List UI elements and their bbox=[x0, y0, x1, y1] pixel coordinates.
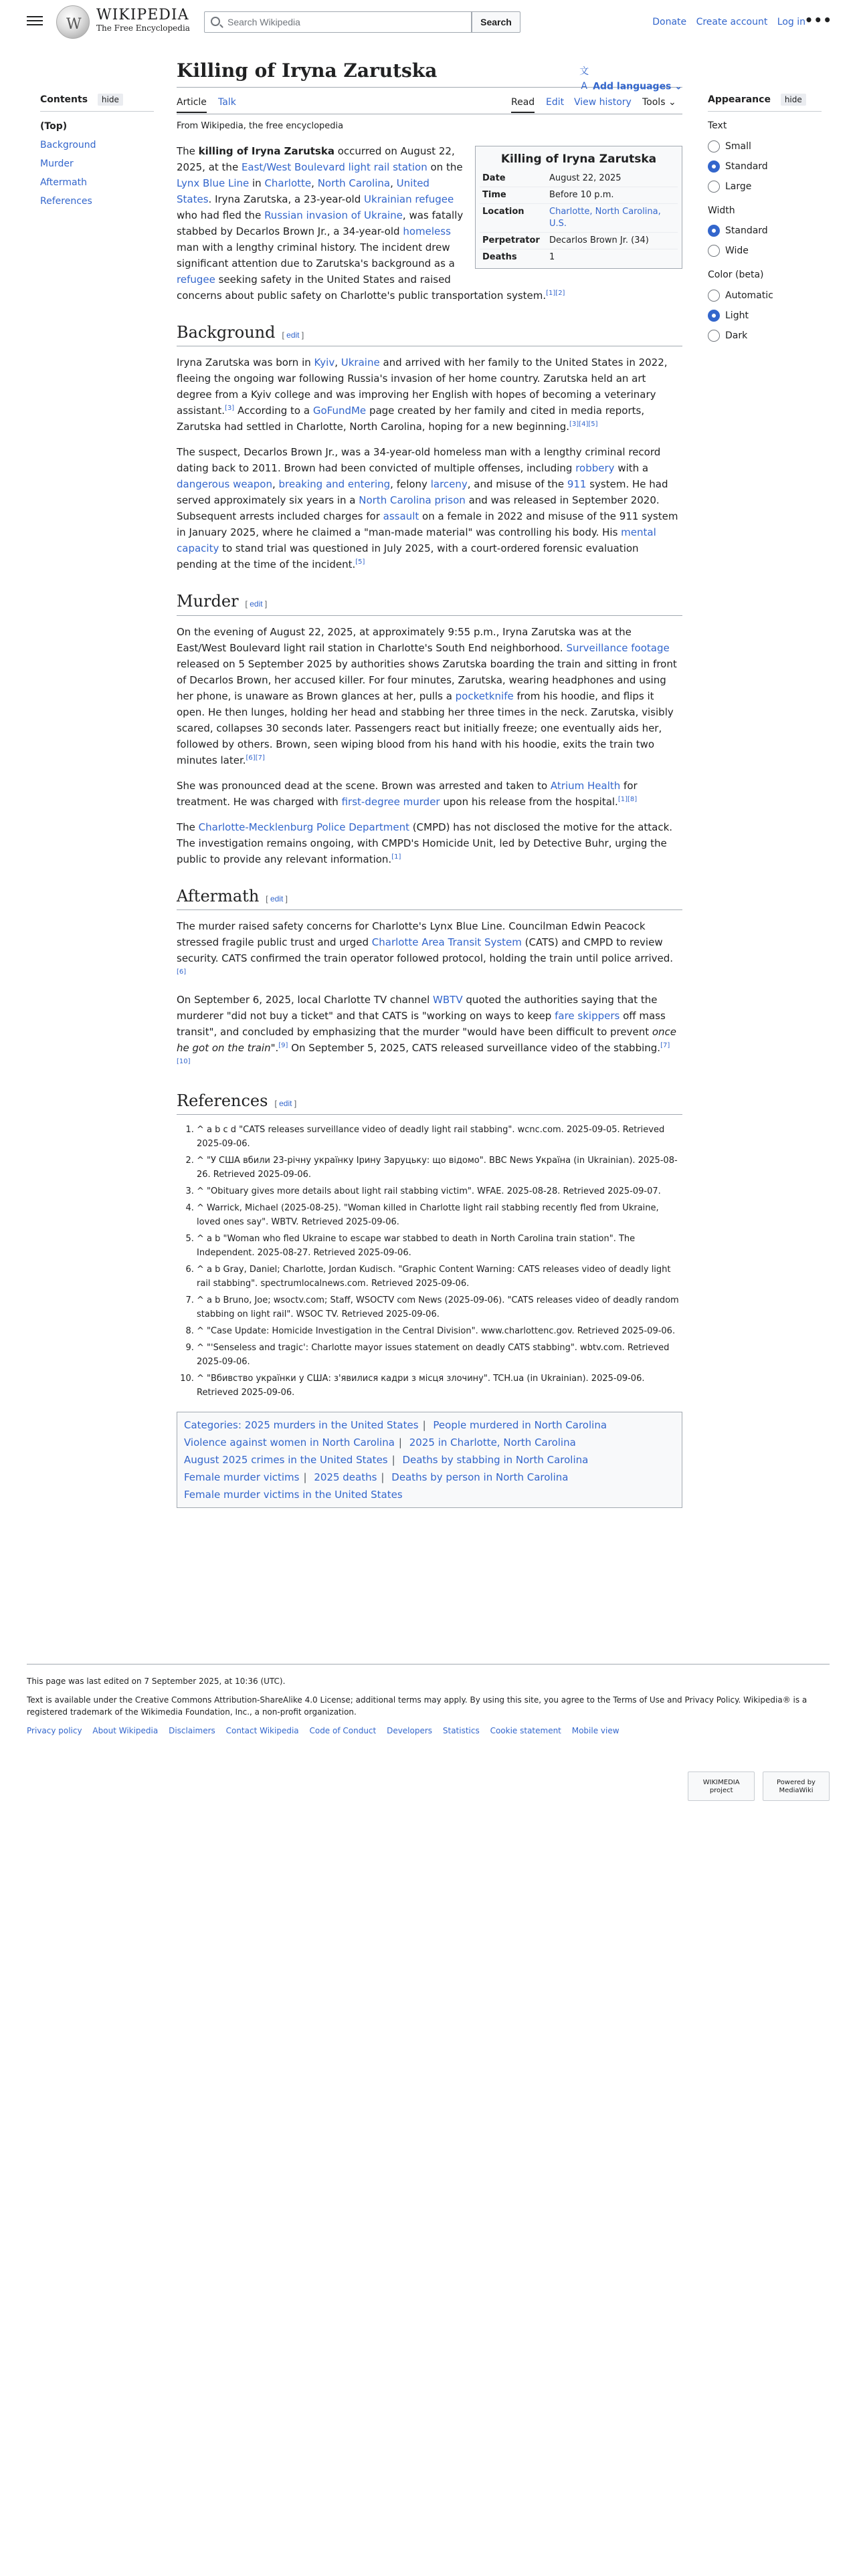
mediawiki-badge[interactable]: Powered by MediaWiki bbox=[763, 1772, 830, 1801]
footer-link-statistics[interactable]: Statistics bbox=[442, 1726, 480, 1735]
article-link[interactable]: East/West Boulevard light rail station bbox=[241, 161, 427, 174]
reference-item[interactable]: 9. ^ "'Senseless and tragic': Charlotte mayor issues statement on deadly CATS stabbing". wbtv.com. Retrieved 2025-09-06. bbox=[197, 1341, 682, 1369]
infobox-row bbox=[480, 171, 678, 187]
article-link[interactable]: Surveillance footage bbox=[566, 641, 670, 654]
footer-links bbox=[27, 1725, 830, 1737]
article-link[interactable]: refugee bbox=[177, 274, 215, 286]
category-link[interactable]: People murdered in North Carolina bbox=[433, 1418, 607, 1431]
categories-box: Categories: 2025 murders in the United States | People murdered in North Carolina Violence against women in North Carolina | 2025 in Charlotte, North Carolina August 2025 crimes in the United States | Deaths by stabbing in North Carolina Female murder victims | 2025 deaths | Deaths by person in North Carolina Female murder victims in the United States bbox=[177, 1412, 682, 1508]
category-link[interactable]: 2025 deaths bbox=[314, 1471, 377, 1483]
radio-label: Automatic bbox=[725, 290, 773, 301]
background-paragraph: The suspect, Decarlos Brown Jr., was a 34-year-old homeless man with a lengthy criminal record dating back to 2011. Brown had been convicted of multiple offenses, including robbery with a dangerous weapon, breaking and entering, felony larceny, and misuse of the 911 system. He had served approximately six years in a North Carolina prison and was released in September 2020. Subsequent arrests included charges for assault on a female in 2022 and misuse of the 911 system in January 2025, where he claimed a "man-made material" was controlling his body. His mental capacity to stand trial was questioned in July 2025, with a court-ordered forensic evaluation pending at the time of the incident.[5] bbox=[177, 446, 678, 571]
section-heading-murder bbox=[177, 591, 682, 615]
radio-selected-icon bbox=[708, 160, 720, 173]
more-options-icon[interactable]: ••• bbox=[804, 12, 832, 28]
infobox-value: August 22, 2025 bbox=[549, 173, 622, 184]
radio-label: Light bbox=[725, 310, 749, 321]
article-link[interactable]: first-degree murder bbox=[341, 795, 440, 808]
infobox-table bbox=[480, 171, 678, 265]
infobox-label: Date bbox=[482, 173, 506, 184]
section-title: Aftermath bbox=[177, 886, 260, 905]
section-title: References bbox=[177, 1091, 268, 1110]
radio-label: Standard bbox=[725, 160, 768, 172]
article-link[interactable]: larceny bbox=[430, 478, 468, 491]
infobox-label: Perpetrator bbox=[480, 233, 547, 249]
toc-item-top[interactable]: (Top) bbox=[40, 121, 68, 132]
reference-item[interactable]: 1. ^ a b c d "CATS releases surveillance video of deadly light rail stabbing". wcnc.com. 2025-09-05. Retrieved 2025-09-06. bbox=[197, 1123, 682, 1151]
radio-icon bbox=[708, 290, 720, 302]
footer-link-about[interactable]: About Wikipedia bbox=[92, 1726, 159, 1735]
article-link[interactable]: mental capacity bbox=[177, 526, 656, 555]
footer-link-cookie[interactable]: Cookie statement bbox=[490, 1726, 561, 1735]
category-link[interactable]: 2025 in Charlotte, North Carolina bbox=[409, 1436, 576, 1448]
footer-link-privacy[interactable]: Privacy policy bbox=[27, 1726, 82, 1735]
edit-section: [ edit ] bbox=[266, 893, 288, 903]
radio-icon bbox=[708, 330, 720, 342]
article-link[interactable]: North Carolina bbox=[317, 177, 391, 190]
infobox-row bbox=[480, 249, 678, 266]
add-languages-label: Add languages bbox=[593, 81, 672, 92]
infobox-location-link[interactable]: Charlotte, North Carolina, U.S. bbox=[547, 204, 678, 233]
article-link[interactable]: assault bbox=[383, 510, 419, 523]
section-heading-aftermath bbox=[177, 886, 682, 910]
article-link[interactable]: Charlotte-Mecklenburg Police Department bbox=[198, 821, 410, 833]
search-box bbox=[204, 11, 472, 33]
edit-section-link[interactable]: edit bbox=[286, 330, 300, 340]
radio-icon bbox=[708, 140, 720, 152]
infobox-label: Location bbox=[480, 204, 547, 233]
footer-link-contact[interactable]: Contact Wikipedia bbox=[225, 1726, 299, 1735]
edit-section: [ edit ] bbox=[282, 330, 304, 340]
text-size-small-radio[interactable] bbox=[708, 136, 822, 156]
radio-icon bbox=[708, 181, 720, 193]
appearance-panel bbox=[708, 92, 822, 346]
appearance-title: Appearance bbox=[708, 94, 771, 105]
article-link[interactable]: breaking and entering bbox=[278, 478, 391, 491]
chevron-down-icon: ⌄ bbox=[668, 97, 676, 108]
tab-article[interactable]: Article bbox=[177, 96, 207, 113]
infobox-value: Decarlos Brown Jr. (34) bbox=[547, 233, 678, 249]
category-link[interactable]: Female murder victims bbox=[184, 1471, 300, 1483]
citation-link[interactable]: [9] bbox=[278, 1041, 288, 1049]
citation-link[interactable]: [3] bbox=[225, 405, 235, 413]
citation-link[interactable]: [1] bbox=[546, 290, 556, 298]
citation-link[interactable]: [1] bbox=[391, 853, 401, 861]
wikipedia-globe-logo[interactable] bbox=[56, 5, 90, 39]
toc-header bbox=[40, 92, 154, 112]
width-standard-radio[interactable] bbox=[708, 221, 822, 241]
color-dark-radio[interactable] bbox=[708, 326, 822, 346]
width-wide-radio[interactable] bbox=[708, 241, 822, 261]
citation-link[interactable]: [6] bbox=[177, 968, 187, 976]
citation-link[interactable]: [5] bbox=[355, 558, 365, 566]
category-link[interactable]: Female murder victims in the United States bbox=[184, 1488, 403, 1501]
article-content bbox=[177, 59, 682, 1508]
tab-view-history[interactable]: View history bbox=[574, 97, 632, 108]
citation-link[interactable]: [2] bbox=[555, 290, 565, 298]
citation-link[interactable]: [1] bbox=[617, 795, 628, 803]
radio-label: Large bbox=[725, 181, 752, 192]
citation-link[interactable]: [6] bbox=[246, 754, 256, 762]
edit-section: [ edit ] bbox=[274, 1098, 297, 1108]
page-footer bbox=[27, 1664, 830, 1794]
infobox-label: Time bbox=[480, 187, 547, 204]
article-link[interactable]: Ukrainian refugee bbox=[364, 193, 454, 206]
edit-section: [ edit ] bbox=[245, 599, 268, 609]
aftermath-paragraph: The murder raised safety concerns for Charlotte's Lynx Blue Line. Councilman Edwin Peacock stressed fragile public trust and urged Charlotte Area Transit System (CATS) and CMPD to review security. CATS confirmed the train operator followed protocol, holding the train until police arrived.[6] bbox=[177, 920, 674, 976]
infobox-value: 1 bbox=[547, 249, 678, 266]
language-icon: 文A bbox=[579, 66, 589, 92]
reference-item[interactable]: 8. ^ "Case Update: Homicide Investigation in the Central Division". www.charlottenc.gov. Retrieved 2025-09-06. bbox=[197, 1324, 682, 1338]
reference-item[interactable]: 5. ^ a b "Woman who fled Ukraine to escape war stabbed to death in North Carolina train station". The Independent. 2025-08-27. Retrieved 2025-09-06. bbox=[197, 1232, 682, 1260]
wikipedia-tagline: The Free Encyclopedia bbox=[96, 23, 190, 33]
color-label: Color (beta) bbox=[708, 270, 764, 281]
article-link[interactable]: Atrium Health bbox=[550, 779, 621, 792]
citation-link[interactable]: [3] bbox=[569, 421, 579, 429]
category-link[interactable]: August 2025 crimes in the United States bbox=[184, 1453, 388, 1466]
footer-link-disclaimers[interactable]: Disclaimers bbox=[169, 1726, 215, 1735]
aftermath-paragraph: On September 6, 2025, local Charlotte TV channel WBTV quoted the authorities saying that the murderer "did not buy a ticket" and that CATS is "working on ways to keep fare skippers off mass transit", and concluded by emphasizing that the murder "would have been difficult to prevent once he got on the train".[9] On September 5, 2025, CATS released surveillance video of the stabbing.[7][10] bbox=[177, 993, 677, 1065]
search-input[interactable] bbox=[205, 12, 471, 32]
reference-item[interactable]: 6. ^ a b Gray, Daniel; Charlotte, Jordan Kudisch. "Graphic Content Warning: CATS releases video of deadly light rail stabbing". spectrumlocalnews.com. Retrieved 2025-09-06. bbox=[197, 1263, 682, 1291]
site-header bbox=[0, 0, 859, 44]
category-link[interactable]: Violence against women in North Carolina bbox=[184, 1436, 395, 1448]
footer-link-mobile[interactable]: Mobile view bbox=[571, 1726, 619, 1735]
article-link[interactable]: United States bbox=[177, 177, 430, 206]
search-button[interactable]: Search bbox=[472, 11, 520, 33]
citation-link[interactable]: [7] bbox=[255, 754, 265, 762]
license-text: Text is available under the Creative Commons Attribution-ShareAlike 4.0 License; additional terms may apply. By using this site, you agree to the Terms of Use and Privacy Policy. Wikipedia® is a registered trademark of the Wikimedia Foundation, Inc., a non-profit organization. bbox=[27, 1695, 807, 1717]
color-automatic-radio[interactable] bbox=[708, 286, 822, 306]
reference-item[interactable]: 10. ^ "Вбивство українки у США: з'явилися кадри з місця злочину". TCH.ua (in Ukrainian). 2025-09-06. Retrieved 2025-09-06. bbox=[197, 1372, 682, 1400]
section-title: Murder bbox=[177, 592, 239, 611]
infobox-row bbox=[480, 204, 678, 233]
chevron-down-icon: ⌄ bbox=[674, 81, 682, 92]
main-menu-icon[interactable] bbox=[27, 13, 43, 29]
article-link[interactable]: Charlotte bbox=[264, 177, 312, 190]
article-link[interactable]: 911 bbox=[567, 478, 587, 491]
tools-label: Tools bbox=[642, 97, 666, 108]
radio-selected-icon bbox=[708, 310, 720, 322]
appearance-hide-button[interactable]: hide bbox=[781, 94, 806, 106]
murder-paragraph: On the evening of August 22, 2025, at approximately 9:55 p.m., Iryna Zarutska was at the East/West Boulevard light rail station in Charlotte's South End neighborhood. Surveillance footage released on 5 September 2025 by authorities shows Zarutska boarding the train and sitting in front of Decarlos Brown, her accused killer. For four minutes, Zarutska, wearing headphones and using her phone, is unaware as Brown glances at her, pulls a pocketknife from his hoodie, and flips it open. He then lunges, holding her head and stabbing her three times in the neck. Zarutska, visibly scared, collapses 30 seconds later. Passengers react but initially freeze; one eventually aids her, followed by others. Brown, seen wiping blood from his hand with his hoodie, exits the train two minutes later.[6][7] bbox=[177, 625, 677, 766]
article-link[interactable]: Russian invasion of Ukraine bbox=[264, 209, 403, 222]
site-sub: From Wikipedia, the free encyclopedia bbox=[177, 121, 344, 132]
category-link[interactable]: Deaths by stabbing in North Carolina bbox=[402, 1453, 589, 1466]
radio-selected-icon bbox=[708, 225, 720, 237]
radio-label: Small bbox=[725, 140, 751, 152]
article-link[interactable]: Kyiv bbox=[314, 356, 335, 369]
murder-paragraph: She was pronounced dead at the scene. Brown was arrested and taken to Atrium Health for treatment. He was charged with first-degree murder upon his release from the hospital.[1][8] bbox=[177, 779, 638, 808]
reference-item[interactable]: 7. ^ a b Bruno, Joe; wsoctv.com; Staff, WSOCTV com News (2025-09-06). "CATS releases video of deadly random stabbing on light rail". WSOC TV. Retrieved 2025-09-06. bbox=[197, 1293, 682, 1321]
section-heading-references bbox=[177, 1091, 682, 1115]
text-size-label: Text bbox=[708, 120, 727, 132]
radio-label: Wide bbox=[725, 245, 749, 257]
toc-item-background[interactable]: Background bbox=[40, 140, 96, 151]
toc-title: Contents bbox=[40, 94, 88, 105]
radio-icon bbox=[708, 245, 720, 257]
infobox-title: Killing of Iryna Zarutska bbox=[500, 152, 657, 167]
color-light-radio[interactable] bbox=[708, 306, 822, 326]
footer-link-developers[interactable]: Developers bbox=[387, 1726, 433, 1735]
tools-menu[interactable] bbox=[642, 96, 676, 109]
infobox-row bbox=[480, 187, 678, 204]
citation-link[interactable]: [8] bbox=[628, 795, 638, 803]
page-tabs bbox=[177, 88, 682, 114]
reference-item[interactable]: 2. ^ "У США вбили 23-річну українку Ірину Заруцьку: що відомо". BBC News Україна (in Ukrainian). 2025-08-26. Retrieved 2025-09-06. bbox=[197, 1154, 682, 1182]
edit-section-link[interactable]: edit bbox=[270, 893, 284, 903]
last-edited: This page was last edited on 7 September 2025, at 10:36 (UTC). bbox=[27, 1677, 286, 1686]
citation-link[interactable]: [4] bbox=[579, 421, 589, 429]
article-link[interactable]: robbery bbox=[575, 462, 615, 475]
lead-paragraph: The killing of Iryna Zarutska occurred on August 22, 2025, at the East/West Boulevard light rail station on the Lynx Blue Line in Charlotte, North Carolina, United States. Iryna Zarutska, a 23-year-old Ukrainian refugee who had fled the Russian invasion of Ukraine, was fatally stabbed by Decarlos Brown Jr., a 34-year-old homeless man with a lengthy criminal history. The incident drew significant attention due to Zarutska's background as a refugee seeking safety in the United States and raised concerns about public safety on Charlotte's public transportation system.[1][2] bbox=[177, 145, 565, 302]
murder-paragraph: The Charlotte-Mecklenburg Police Department (CMPD) has not disclosed the motive for the attack. The investigation remains ongoing, with CMPD's Homicide Unit, led by Detective Buhr, urging the public to provide any relevant information.[1] bbox=[177, 821, 673, 865]
edit-section-link[interactable]: edit bbox=[250, 599, 263, 609]
categories-label-link[interactable]: Categories: bbox=[184, 1418, 242, 1431]
radio-label: Dark bbox=[725, 330, 748, 341]
article-link[interactable]: pocketknife bbox=[455, 689, 514, 702]
citation-link[interactable]: [5] bbox=[588, 421, 598, 429]
appearance-header bbox=[708, 92, 822, 112]
toc-item-murder[interactable]: Murder bbox=[40, 158, 74, 170]
table-of-contents bbox=[40, 92, 154, 211]
donate-link[interactable]: Donate bbox=[652, 17, 687, 27]
toc-item-references[interactable]: References bbox=[40, 196, 92, 207]
text-size-large-radio[interactable] bbox=[708, 177, 822, 197]
category-link[interactable]: Deaths by person in North Carolina bbox=[391, 1471, 569, 1483]
tab-edit[interactable]: Edit bbox=[546, 97, 565, 108]
tab-talk[interactable]: Talk bbox=[218, 97, 236, 108]
citation-link[interactable]: [7] bbox=[660, 1041, 670, 1049]
personal-tools bbox=[646, 15, 805, 29]
article-link[interactable]: GoFundMe bbox=[312, 405, 367, 417]
category-link[interactable]: 2025 murders in the United States bbox=[244, 1418, 419, 1431]
wikimedia-badge[interactable]: WIKIMEDIA project bbox=[688, 1772, 755, 1801]
article-link[interactable]: Charlotte Area Transit System bbox=[371, 936, 522, 948]
article-link[interactable]: Ukraine bbox=[341, 356, 380, 369]
footer-badges bbox=[682, 1772, 830, 1801]
search-icon bbox=[211, 17, 220, 26]
article-link[interactable]: WBTV bbox=[433, 993, 463, 1006]
infobox-label: Deaths bbox=[480, 249, 547, 266]
infobox-row bbox=[480, 233, 678, 249]
width-label: Width bbox=[708, 205, 735, 216]
toc-item-aftermath[interactable]: Aftermath bbox=[40, 177, 87, 189]
reference-item[interactable]: 4. ^ Warrick, Michael (2025-08-25). "Woman killed in Charlotte light rail stabbing recently fled from Ukraine, loved ones say". WBTV. Retrieved 2025-09-06. bbox=[197, 1201, 682, 1229]
tab-read[interactable]: Read bbox=[511, 96, 535, 113]
footer-link-code-of-conduct[interactable]: Code of Conduct bbox=[309, 1726, 377, 1735]
article-link[interactable]: Lynx Blue Line bbox=[177, 177, 250, 190]
background-paragraph: Iryna Zarutska was born in Kyiv, Ukraine and arrived with her family to the United States in 2022, fleeing the ongoing war following Russia's invasion of her home country. Zarutska held an art degree from a Kyiv college and was improving her English with hopes of becoming a veterinary assistant.[3] According to a GoFundMe page created by her family and cited in media reports, Zarutska had settled in Charlotte, North Carolina, hoping for a new beginning.[3][4][5] bbox=[177, 356, 668, 433]
radio-label: Standard bbox=[725, 225, 768, 237]
create-account-link[interactable]: Create account bbox=[696, 17, 768, 27]
infobox bbox=[475, 146, 682, 269]
reference-item[interactable]: 3. ^ "Obituary gives more details about light rail stabbing victim". WFAE. 2025-08-28. Retrieved 2025-09-07. bbox=[197, 1184, 682, 1198]
article-link[interactable]: fare skippers bbox=[555, 1009, 620, 1022]
toc-hide-button[interactable]: hide bbox=[98, 94, 123, 106]
infobox-value: Before 10 p.m. bbox=[547, 187, 678, 204]
citation-link[interactable]: [10] bbox=[177, 1057, 191, 1065]
wikipedia-wordmark[interactable]: WIKIPEDIA bbox=[96, 7, 189, 23]
text-size-standard-radio[interactable] bbox=[708, 156, 822, 177]
article-link[interactable]: homeless bbox=[403, 225, 451, 238]
article-link[interactable]: dangerous weapon bbox=[177, 478, 272, 491]
section-title: Background bbox=[177, 323, 276, 342]
references-list bbox=[177, 1123, 682, 1400]
article-link[interactable]: North Carolina prison bbox=[359, 494, 466, 507]
section-heading-background bbox=[177, 322, 682, 346]
edit-section-link[interactable]: edit bbox=[279, 1098, 292, 1108]
page-title: Killing of Iryna Zarutska bbox=[177, 59, 682, 88]
log-in-link[interactable]: Log in bbox=[777, 17, 805, 27]
